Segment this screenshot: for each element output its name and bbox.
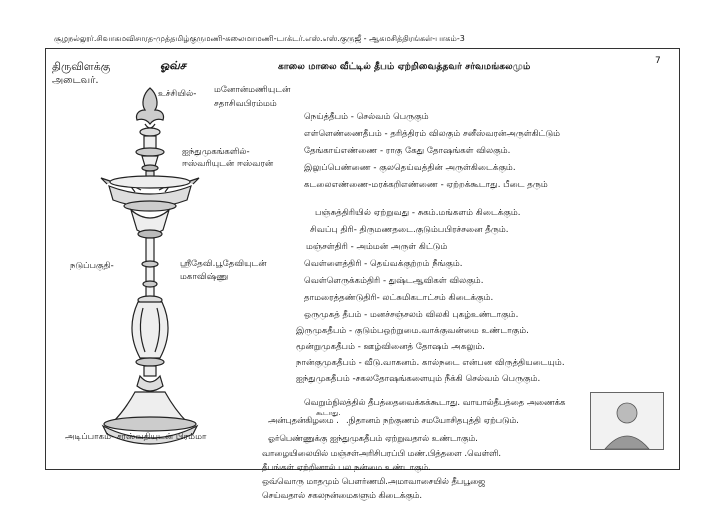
wick-line: நான்குமுகதீபம் - வீடு.வாகனம். கால்நடை என்பன விருத்தியடையும். (296, 358, 565, 368)
lamp-center-bulb (132, 302, 168, 358)
note-line: .நிதானம் நற்குணம் சமயோசிதபுத்தி ஏற்படும். (346, 415, 519, 425)
wick-line: வெள்ளைத்திரி - தெய்வக்குற்றம் நீங்கும். (304, 259, 463, 269)
title-sub: அடைவர். (52, 75, 99, 86)
lamp-stem (146, 238, 154, 298)
oil-line: கடலைஎண்ணை-மரக்கறிஎண்ணை - ஏற்றக்கூடாது. பீடை தரும் (304, 180, 548, 190)
note-line: அன்புதன்கிழமை . (268, 415, 339, 425)
wick-line: இருமுகதீபம் - குடும்பஒற்றுமை.வாக்குவன்மை உண்டாகும். (296, 326, 529, 336)
label-center-c: மகாவிஷ்ணு (180, 272, 229, 282)
label-top-a: உச்சியில்- (158, 89, 197, 99)
label-mid-b: ஈஸ்வரியுடன் ஈஸ்வரன் (182, 159, 274, 169)
title-left: திருவிளக்கு (52, 60, 111, 73)
oil-line: இலுப்பெண்ணை - குலதெய்வத்தின் அருள்கிடைக்கும். (304, 163, 516, 173)
oil-line: தேங்காய்எண்ணை - ராகு கேது தோஷங்கள் விலகும். (304, 146, 511, 156)
note-line: தீபங்கள் ஏற்றினால் பல நன்மை உண்டாகும். (262, 462, 431, 472)
label-center-b: ஸ்ரீதேவி.பூதேவியுடன் (180, 259, 267, 269)
note-line: ஒவ்வொரு மாதமும் பௌர்ணமி.அமாவாசையில் தீபபூஜை (262, 476, 486, 486)
section-heading: காலை மாலை வீட்டில் தீபம் ஏற்றிவைத்தவர் சர்வமங்கலமும் (278, 61, 531, 72)
label-mid-a: ஐந்துமுகங்களில்- (182, 147, 250, 157)
label-top-b: மனோன்மணியுடன் (214, 85, 291, 95)
oil-line: நெய்த்தீபம் - செல்வம் பெருகும் (304, 112, 429, 122)
wick-line: தாமரைத்தண்டுதிரி- லட்சுமிகடாட்சம் கிடைக்கும். (304, 293, 494, 303)
page-number: 7 (655, 56, 661, 66)
note-line: ஓர்பெண்ணுக்கு ஐந்துமுகதீபம் ஏற்றுவதால் உண்டாகும். (268, 433, 478, 443)
page-header: சூழநல்லூர்.சிவாகமவிசாரத-முத்தமிழ்குருமணி-கலைமாமணி-டாக்டர்.எஸ்.எஸ்.குருஜீ - ஆகமசித்திரங்கள்-பாகம்-3 (54, 34, 465, 43)
label-center-a: நடுப்பகுதி- (70, 261, 114, 271)
note-line: வாழையிலையில் மஞ்சள்அரிசிபரப்பி மண்.பித்தளை .வெள்ளி. (262, 448, 502, 458)
wick-line: மூன்றுமுகதீபம் - ஊழ்வினைத் தோஷம் அகலும். (296, 342, 485, 352)
label-top-c: சதாசிவபிரம்மம் (214, 99, 277, 109)
oil-line: எள்ளெண்ணைதீபம் - தரித்திரம் விலகும் சனீஸ்வரன்அருள்கிட்டும் (304, 129, 561, 139)
wick-line: பஞ்சுத்திரியில் ஏற்றுவது - சுகம்.மங்களம் கிடைக்கும். (315, 208, 521, 218)
label-base: அடிப்பாகம்- சரஸ்வதியுடன் பிரம்மா (65, 432, 207, 442)
note-line: செய்வதால் சகலநன்மைகளும் கிடைக்கும். (262, 490, 423, 500)
wick-line: வெள்ளெருக்கம்திரி - துஷ்டஆவிகள் விலகும். (304, 276, 484, 286)
wick-line: சிவப்பு திரி- திருமணதடை.குடும்பபிரச்சனை தீரும். (310, 225, 509, 235)
wick-line: ஒருமுகத் தீபம் - மனச்சஞ்சலம் விலகி புகழ்உண்டாகும். (304, 310, 519, 320)
title-symbol: ஓவ்ச (160, 59, 186, 72)
author-portrait (590, 392, 664, 450)
wick-line: ஐந்துமுகதீபம் -சகலதோஷங்களையும் நீக்கி செல்வம் பெருகும். (296, 374, 541, 384)
wick-line: மஞ்சள்திரி - அம்மன் அருள் கிட்டும் (306, 242, 448, 252)
note-line: வெறும்நிலத்தில் தீபத்தைவைக்கக்கூடாது. வாயால்தீபத்தை அணைக்க (304, 397, 566, 407)
note-line: கூடாது. (316, 409, 341, 417)
